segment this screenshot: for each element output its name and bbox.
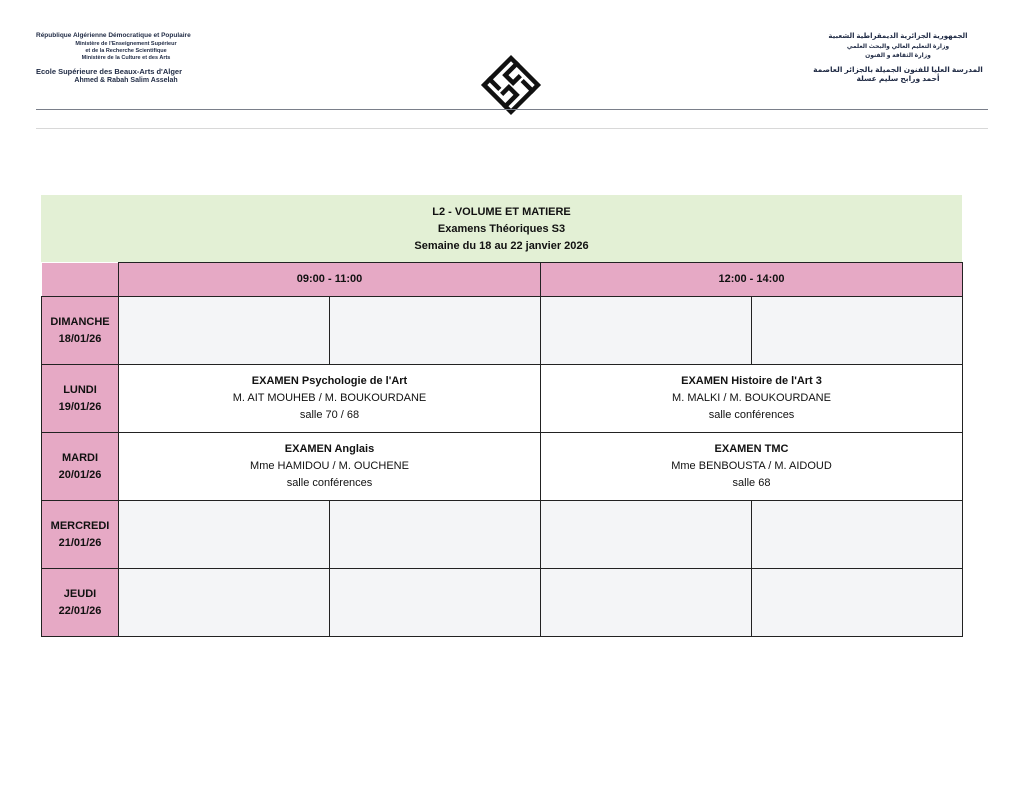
- exam-room: salle 68: [732, 477, 771, 489]
- title-week: Semaine du 18 au 22 janvier 2026: [414, 240, 589, 252]
- header-right: [808, 32, 988, 83]
- exam-cell-lundi-afternoon: [541, 365, 963, 433]
- day-lundi: [42, 365, 119, 433]
- header-left: [36, 32, 216, 84]
- exam-name: EXAMEN Psychologie de l'Art: [251, 375, 408, 387]
- ministry-higher-ed-ar: وزارة التعليم العالي والبحث العلمي: [846, 44, 950, 50]
- table-row: [42, 365, 963, 433]
- exam-examiners: Mme BENBOUSTA / M. AIDOUD: [671, 460, 832, 472]
- ministry-higher-ed-fr-2: et de la Recherche Scientifique: [85, 48, 167, 54]
- school-name-fr: Ecole Supérieure des Beaux-Arts d'Alger: [36, 67, 182, 76]
- empty-slot: [119, 569, 330, 637]
- day-date: 18/01/26: [58, 332, 102, 345]
- exam-name: EXAMEN Anglais: [284, 443, 375, 455]
- schedule-title: [41, 195, 962, 262]
- header-divider-light: [36, 128, 988, 129]
- empty-slot: [752, 501, 963, 569]
- day-name: MERCREDI: [50, 519, 110, 532]
- day-dimanche: [42, 297, 119, 365]
- day-date: 20/01/26: [58, 468, 102, 481]
- title-exam-type: Examens Théoriques S3: [437, 223, 566, 235]
- exam-examiners: M. MALKI / M. BOUKOURDANE: [672, 392, 831, 404]
- ministry-culture-fr: Ministère de la Culture et des Arts: [81, 55, 171, 61]
- empty-slot: [119, 297, 330, 365]
- empty-slot: [119, 501, 330, 569]
- ministry-culture-ar: وزارة الثقافة و الفنون: [865, 53, 931, 59]
- exam-cell-mardi-morning: [119, 433, 541, 501]
- table-row: [42, 501, 963, 569]
- empty-slot: [752, 297, 963, 365]
- day-date: 22/01/26: [58, 604, 102, 617]
- exam-examiners: Mme HAMIDOU / M. OUCHENE: [250, 460, 409, 472]
- slot-morning: 09:00 - 11:00: [119, 263, 541, 297]
- table-row: [42, 297, 963, 365]
- exam-room: salle conférences: [708, 409, 795, 421]
- corner-cell: [42, 263, 119, 297]
- exam-cell-mardi-afternoon: [541, 433, 963, 501]
- day-mardi: [42, 433, 119, 501]
- exam-name: EXAMEN Histoire de l'Art 3: [681, 375, 822, 387]
- slot-afternoon: 12:00 - 14:00: [541, 263, 963, 297]
- school-founders-fr: Ahmed & Rabah Salim Asselah: [74, 77, 178, 84]
- day-name: MARDI: [61, 451, 99, 464]
- title-program: L2 - VOLUME ET MATIERE: [432, 206, 571, 218]
- day-mercredi: [42, 501, 119, 569]
- exam-cell-lundi-morning: [119, 365, 541, 433]
- empty-slot: [330, 297, 541, 365]
- day-name: DIMANCHE: [50, 315, 110, 328]
- school-name-ar: المدرسة العليا للفنون الجميلة بالجزائر العاصمة: [813, 65, 983, 74]
- republic-ar: الجمهورية الجزائرية الديمقراطية الشعبية: [828, 33, 968, 40]
- day-jeudi: [42, 569, 119, 637]
- empty-slot: [330, 501, 541, 569]
- day-name: LUNDI: [63, 383, 97, 396]
- exam-name: EXAMEN TMC: [714, 443, 789, 455]
- republic-fr: République Algérienne Démocratique et Populaire: [36, 32, 191, 39]
- empty-slot: [752, 569, 963, 637]
- table-row: [42, 433, 963, 501]
- day-date: 19/01/26: [58, 400, 102, 413]
- time-slot-row: [42, 263, 963, 297]
- day-name: JEUDI: [63, 587, 97, 600]
- empty-slot: [541, 569, 752, 637]
- ministry-higher-ed-fr-1: Ministère de l'Enseignement Supérieur: [75, 41, 177, 47]
- school-founders-ar: أحمد ورابح سليم عسلة: [856, 74, 940, 83]
- table-row: [42, 569, 963, 637]
- exam-schedule-table: [41, 262, 963, 637]
- empty-slot: [330, 569, 541, 637]
- empty-slot: [541, 297, 752, 365]
- header-divider: [36, 109, 988, 110]
- empty-slot: [541, 501, 752, 569]
- exam-room: salle 70 / 68: [299, 409, 360, 421]
- day-date: 21/01/26: [58, 536, 102, 549]
- exam-room: salle conférences: [286, 477, 373, 489]
- exam-examiners: M. AIT MOUHEB / M. BOUKOURDANE: [232, 392, 427, 404]
